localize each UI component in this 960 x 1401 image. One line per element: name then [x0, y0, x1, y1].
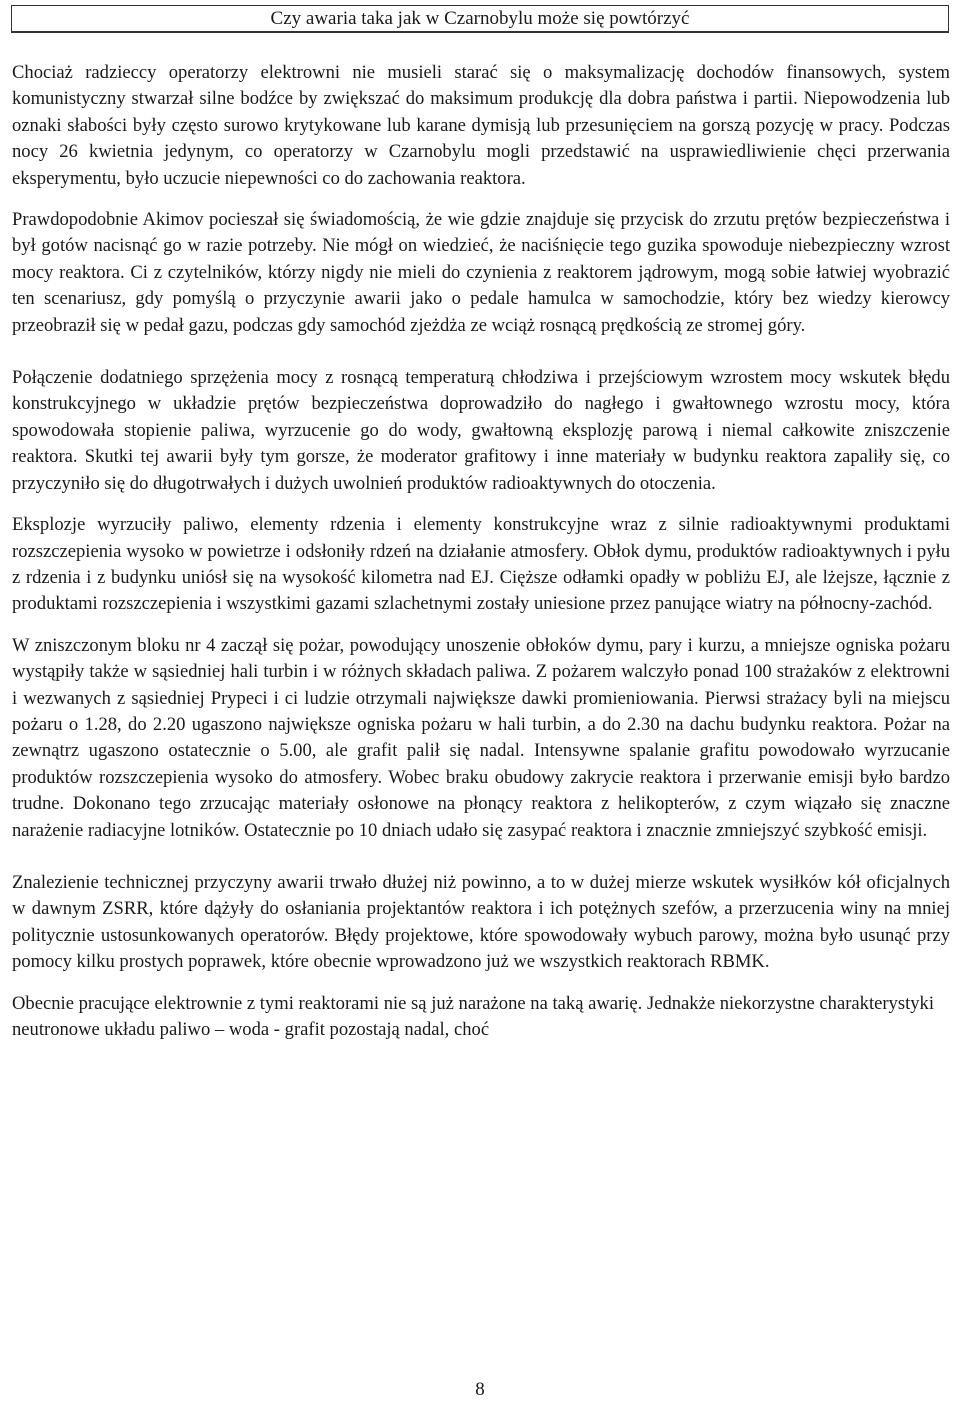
- paragraph: Znalezienie technicznej przyczyny awarii trwało dłużej niż powinno, a to w dużej mierze wskutek wysiłków kół oficjalnych w dawnym ZSRR, które dążyły do osłaniania projektantów reaktora i ich potężnych szefów, a przerzucenia winy na mniej politycznie ustosunkowanych operatorów. Błędy projektowe, które spowodowały wybuch parowy, można było usunąć przy pomocy kilku prostych poprawek, które obecnie wprowadzono już we wszystkich reaktorach RBMK.: [12, 871, 950, 973]
- paragraph: Chociaż radzieccy operatorzy elektrowni nie musieli starać się o maksymalizację dochodów finansowych, system komunistyczny stwarzał silne bodźce by zwiększać do maksimum produkcję dla dobra państwa i partii. Niepowodzenia lub oznaki słabości były często surowo krytykowane lub karane dymisją lub przesunięciem na gorszą pozycję w pracy. Podczas nocy 26 kwietnia jedynym, co operatorzy w Czarnobylu mogli przedstawić na usprawiedliwienie chęci przerwania eksperymentu, było uczucie niepewności co do zachowania reaktora.: [12, 62, 950, 189]
- paragraph: Prawdopodobnie Akimov pocieszał się świadomością, że wie gdzie znajduje się przycisk do zrzutu prętów bezpieczeństwa i był gotów nacisnąć go w razie potrzeby. Nie mógł on wiedzieć, że naciśnięcie tego guzika spowoduje niebezpieczny wzrost mocy reaktora. Ci z czytelników, którzy nigdy nie mieli do czynienia z reaktorem jądrowym, mogą sobie łatwiej wyobrazić ten scenariusz, gdy pomyślą o przyczynie awarii jako o pedale hamulca w samochodzie, który bez wiedzy kierowcy przeobraził się w pedał gazu, podczas gdy samochód zjeżdża ze wciąż rosnącą prędkością ze stromej góry.: [12, 209, 950, 336]
- paragraph: Obecnie pracujące elektrownie z tymi reaktorami nie są już narażone na taką awarię. Jednakże niekorzystne charakterystyki neutronowe układu paliwo – woda - grafit pozostają nadal, choć: [12, 992, 935, 1040]
- paragraph: Połączenie dodatniego sprzężenia mocy z rosnącą temperaturą chłodziwa i przejściowym wzrostem mocy wskutek błędu konstrukcyjnego w układzie prętów bezpieczeństwa doprowadziło do nagłego i gwałtownego wzrostu mocy, która spowodowała stopienie paliwa, wyrzucenie go do wody, gwałtowną eksplozję parową i niemal całkowite zniszczenie reaktora. Skutki tej awarii były tym gorsze, że moderator grafitowy i inne materiały w budynku reaktora zapaliły się, co przyczyniło się do długotrwałych i dużych uwolnień produktów radioaktywnych do otoczenia.: [12, 367, 950, 494]
- page-number: 8: [475, 1379, 485, 1400]
- paragraph: Eksplozje wyrzuciły paliwo, elementy rdzenia i elementy konstrukcyjne wraz z silnie radioaktywnymi produktami rozszczepienia wysoko w powietrze i odsłoniły rdzeń na działanie atmosfery. Obłok dymu, produktów radioaktywnych i pyłu z rdzenia i z budynku uniósł się na wysokość kilometra nad EJ. Cięższe odłamki opadły w pobliżu EJ, ale lżejsze, łącznie z produktami rozszczepienia i wszystkimi gazami szlachetnymi zostały uniesione przez panujące wiatry na północny-zachód.: [12, 514, 950, 615]
- header-title: Czy awaria taka jak w Czarnobylu może się powtórzyć: [270, 8, 690, 29]
- document-body: [12, 60, 950, 1058]
- paragraph: W zniszczonym bloku nr 4 zaczął się pożar, powodujący unoszenie obłoków dymu, pary i kurzu, a mniejsze ogniska pożaru wystąpiły także w sąsiedniej hali turbin i w różnych składach paliwa. Z pożarem walczyło ponad 100 strażaków z elektrowni i wezwanych z sąsiedniej Prypeci i ci ludzie otrzymali największe dawki promieniowania. Pierwsi strażacy byli na miejscu pożaru o 1.28, do 2.20 ugaszono największe ogniska pożaru w hali turbin, a do 2.30 na dachu budynku reaktora. Pożar na zewnątrz ugaszono ostatecznie o 5.00, ale grafit palił się nadal. Intensywne spalanie grafitu powodowało wyrzucanie produktów rozszczepienia wysoko do atmosfery. Wobec braku obudowy zakrycie reaktora i przerwanie emisji było bardzo trudne. Dokonano tego zrzucając materiały osłonowe na płonący reaktora z helikopterów, z czym wiązało się znaczne narażenie radiacyjne lotników. Ostatecznie po 10 dniach udało się zasypać reaktora i znacznie zmniejszyć szybkość emisji.: [12, 634, 950, 841]
- running-header: [11, 5, 949, 33]
